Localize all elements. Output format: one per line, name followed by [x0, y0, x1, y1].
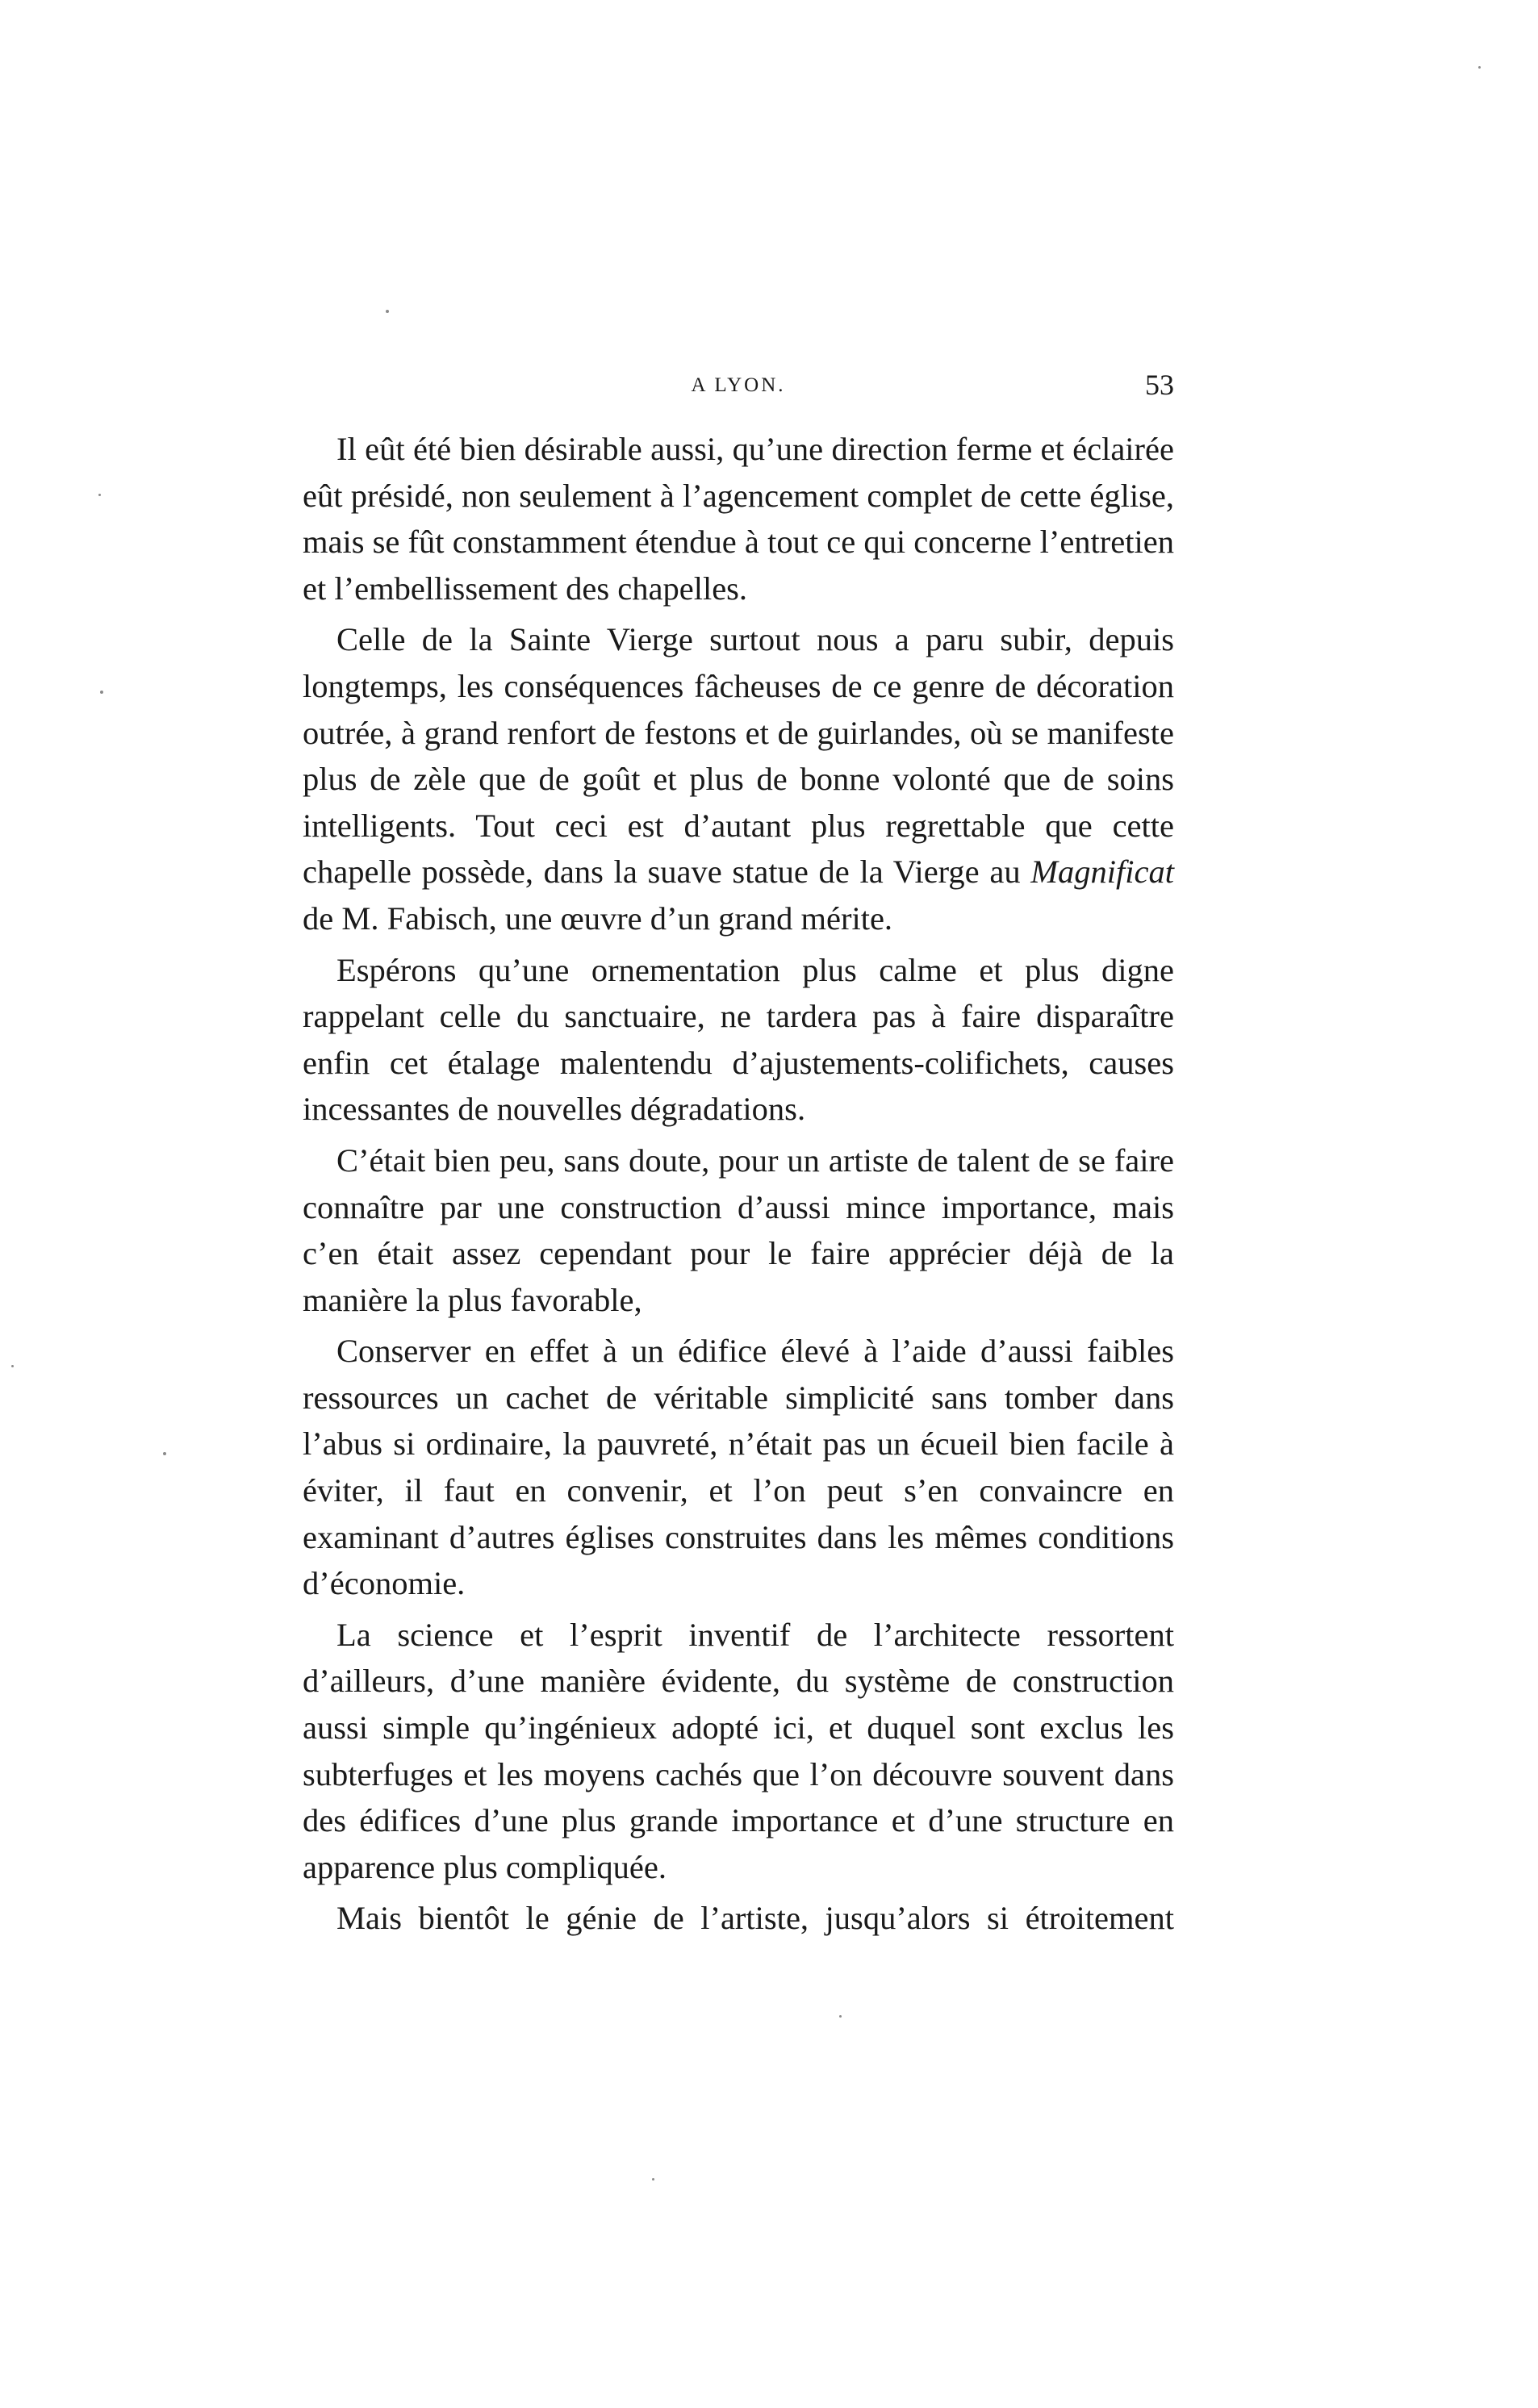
speck	[652, 2178, 654, 2181]
paragraph-5-text: Conserver en effet à un édifice élevé à l’aide d’aussi faibles ressources un cachet de véritable simplicité sans tomber dans l’abus si ordinaire, la pauvreté, n’était pas un écueil bien facile à éviter, il faut en convenir, et l’on peut s’en convaincre en examinant d’autres églises construites dans les mêmes conditions d’économie.	[303, 1333, 1174, 1602]
paragraph-7-text: Mais bientôt le génie de l’artiste, jusqu’alors si étroitement	[336, 1900, 1174, 1937]
paragraph-2-text-b: de M. Fabisch, une œuvre d’un grand mérite.	[303, 899, 893, 937]
paragraph-6	[303, 1612, 1174, 1891]
speck	[386, 310, 389, 313]
page-number: 53	[1145, 369, 1174, 401]
paragraph-3-text: Espérons qu’une ornementation plus calme et plus digne rappelant celle du sanctuaire, ne tardera pas à faire disparaître enfin cet étalage malentendu d’ajustements-colifichets, causes incessantes de nouvelles dégradations.	[303, 951, 1174, 1128]
paragraph-2-text-a: Celle de la Sainte Vierge surtout nous a paru subir, depuis longtemps, les conséquences fâcheuses de ce genre de décoration outrée, à grand renfort de festons et de guirlandes, où se manifeste plus de zèle que de goût et plus de bonne volonté que de soins intelligents. Tout ceci est d’autant plus regrettable que cette chapelle possède, dans la suave statue de la Vierge au	[303, 621, 1174, 891]
speck	[100, 691, 103, 694]
body-text	[303, 426, 1174, 1942]
paragraph-7	[303, 1895, 1174, 1942]
speck	[839, 2015, 842, 2018]
speck	[11, 1365, 14, 1367]
paragraph-3	[303, 947, 1174, 1133]
paragraph-4	[303, 1137, 1174, 1323]
paragraph-1-text: Il eût été bien désirable aussi, qu’une direction ferme et éclairée eût présidé, non seulement à l’agencement complet de cette église, mais se fût constamment étendue à tout ce qui concerne l’entretien et l’embellissement des chapelles.	[303, 431, 1174, 607]
paragraph-2	[303, 616, 1174, 941]
running-title: A LYON.	[691, 374, 786, 396]
paragraph-4-text: C’était bien peu, sans doute, pour un artiste de talent de se faire connaître par une construction d’aussi mince importance, mais c’en était assez cependant pour le faire apprécier déjà de la manière la plus favorable,	[303, 1141, 1174, 1318]
running-head	[303, 368, 1174, 416]
magnificat-italic: Magnificat	[1030, 853, 1174, 891]
paragraph-6-text: La science et l’esprit inventif de l’architecte ressortent d’ailleurs, d’une manière évidente, du système de construction aussi simple qu’ingénieux adopté ici, et duquel sont exclus les subterfuges et les moyens cachés que l’on découvre souvent dans des édifices d’une plus grande importance et d’une structure en apparence plus compliquée.	[303, 1616, 1174, 1885]
speck	[163, 1452, 166, 1455]
speck	[98, 494, 101, 496]
speck	[1478, 66, 1481, 69]
paragraph-1	[303, 426, 1174, 611]
paragraph-5	[303, 1328, 1174, 1607]
